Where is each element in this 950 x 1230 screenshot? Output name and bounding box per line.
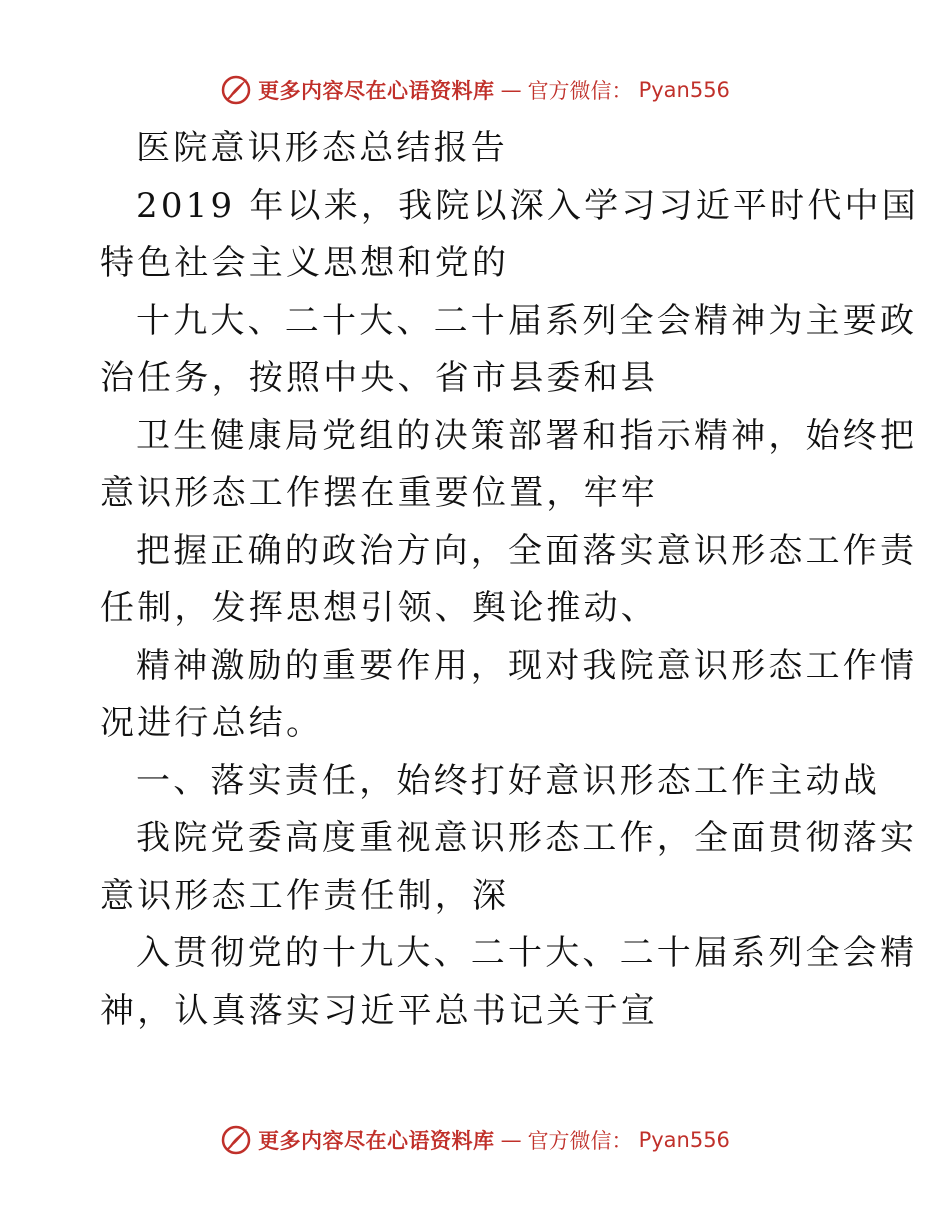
footer-wechat-label: 官方微信： xyxy=(527,1129,633,1153)
header-wechat-label: 官方微信： xyxy=(527,79,633,103)
document-body xyxy=(100,120,919,1040)
header-banner-inner xyxy=(220,74,730,106)
section-heading: 一、落实责任，始终打好意识形态工作主动战 xyxy=(136,760,880,801)
header-banner-dash: — xyxy=(500,78,522,102)
paragraph-line: 况进行总结。 xyxy=(100,703,324,743)
paragraph-line: 意识形态工作摆在重要位置，牢牢 xyxy=(100,473,658,513)
paragraph-line: 入贯彻党的十九大、二十大、二十届系列全会精 xyxy=(136,933,918,973)
paragraph-line: 我院党委高度重视意识形态工作，全面贯彻落实 xyxy=(136,818,918,858)
paragraph-line: 2019 年以来，我院以深入学习习近平时代中国 xyxy=(136,185,919,226)
document-title: 医院意识形态总结报告 xyxy=(136,128,508,168)
footer-banner-text: 更多内容尽在心语资料库 xyxy=(258,1128,495,1153)
footer-banner-dash: — xyxy=(500,1128,522,1152)
paragraph-line: 意识形态工作责任制，深 xyxy=(100,875,510,916)
header-banner xyxy=(0,70,950,110)
footer-wechat-id: Pyan556 xyxy=(638,1128,730,1152)
paragraph-line: 把握正确的政治方向，全面落实意识形态工作责 xyxy=(136,530,918,571)
header-banner-text: 更多内容尽在心语资料库 xyxy=(258,78,495,103)
paragraph-line: 神，认真落实习近平总书记关于宣 xyxy=(100,990,658,1031)
paragraph-line: 十九大、二十大、二十届系列全会精神为主要政 xyxy=(136,300,918,341)
quill-logo-icon xyxy=(220,1124,252,1156)
paragraph-line: 精神激励的重要作用，现对我院意识形态工作情 xyxy=(136,645,918,686)
quill-logo-icon xyxy=(220,74,252,106)
footer-banner-inner xyxy=(220,1124,730,1156)
header-wechat-id: Pyan556 xyxy=(638,78,730,102)
paragraph-line: 卫生健康局党组的决策部署和指示精神，始终把 xyxy=(136,415,918,456)
paragraph-line: 任制，发挥思想引领、舆论推动、 xyxy=(100,588,658,628)
footer-banner xyxy=(0,1120,950,1160)
paragraph-line: 治任务，按照中央、省市县委和县 xyxy=(100,358,658,398)
paragraph-line: 特色社会主义思想和党的 xyxy=(100,243,510,283)
